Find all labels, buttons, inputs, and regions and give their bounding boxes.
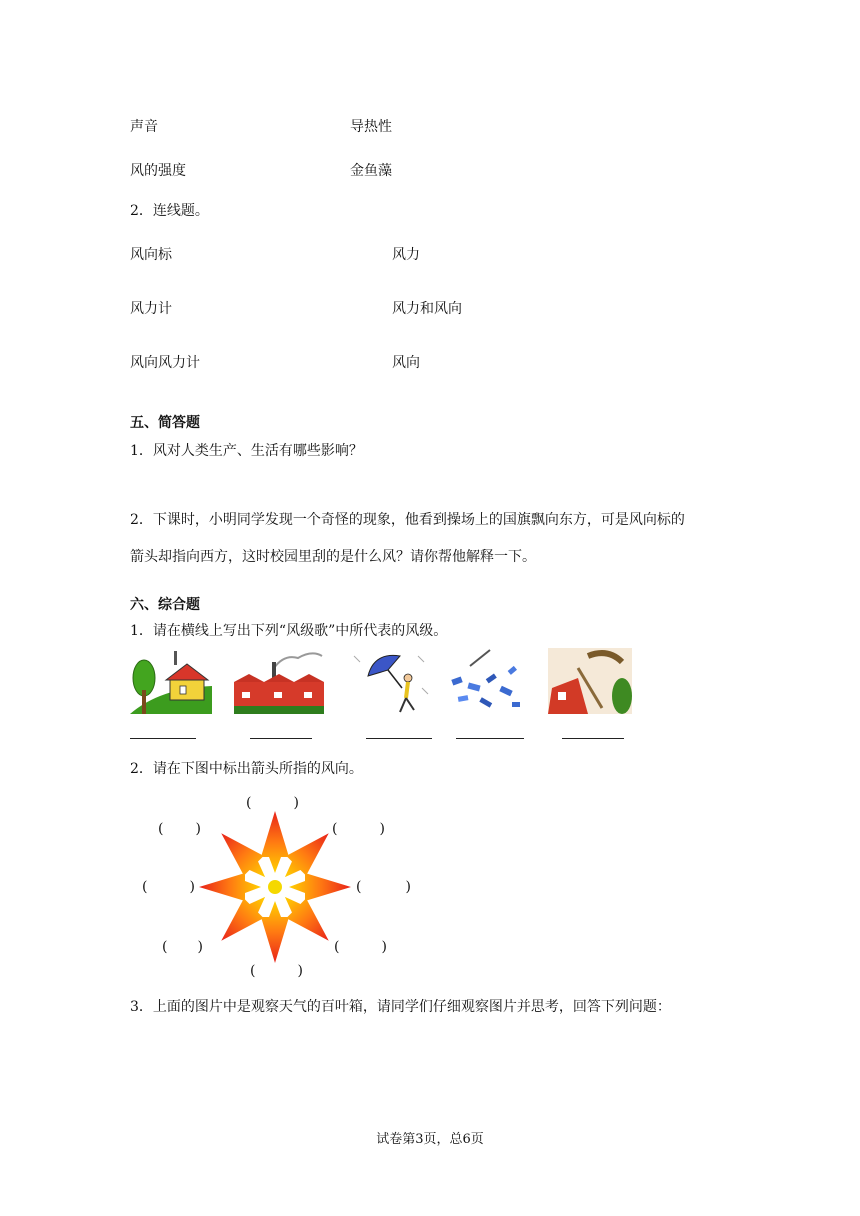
arrow-north-icon (261, 811, 289, 873)
connect-left-2: 风力计 (130, 301, 172, 317)
page-footer: 试卷第3页，总6页 (376, 1132, 484, 1147)
flying-debris-picture (450, 648, 526, 714)
umbrella-person-picture (348, 648, 432, 714)
arrow-south-icon (261, 901, 289, 963)
paren-pair-southeast: ( ) (334, 939, 387, 955)
arrow-west-icon (199, 873, 261, 901)
connect-right-2: 风力和风向 (392, 301, 462, 317)
question-text: 箭头却指向西方，这时校园里刮的是什么风？请你帮他解释一下。 (130, 549, 536, 565)
match-item-right-2: 金鱼藻 (350, 163, 392, 179)
answer-blank[interactable] (366, 738, 432, 739)
match-item-right-1: 导热性 (350, 119, 392, 135)
paren-pair-south: ( ) (250, 963, 303, 979)
paren-pair-southwest: ( ) (162, 939, 203, 955)
connect-right-3: 风向 (392, 355, 420, 371)
factory-smoke-picture (234, 648, 324, 714)
question-text: 1．请在横线上写出下列“风级歌”中所代表的风级。 (130, 623, 448, 639)
answer-blank[interactable] (130, 738, 196, 739)
paren-pair-west: ( ) (142, 879, 195, 895)
paren-pair-northeast: ( ) (332, 821, 385, 837)
question-text: 3．上面的图片中是观察天气的百叶箱，请同学们仔细观察图片并思考，回答下列问题： (130, 999, 671, 1015)
house-tree-picture (130, 648, 212, 714)
paren-pair-north: ( ) (246, 795, 299, 811)
question-text: 1．风对人类生产、生活有哪些影响？ (130, 443, 363, 459)
falling-tree-picture (548, 648, 632, 714)
match-item-left-2: 风的强度 (130, 163, 186, 179)
paren-pair-northwest: ( ) (158, 821, 201, 837)
center-sun-icon (268, 880, 282, 894)
connect-right-1: 风力 (392, 247, 420, 263)
arrow-east-icon (289, 873, 351, 901)
connect-left-3: 风向风力计 (130, 355, 200, 371)
question-text: 2．请在下图中标出箭头所指的风向。 (130, 761, 363, 777)
match-item-left-1: 声音 (130, 119, 158, 135)
section-heading: 五、简答题 (130, 415, 200, 431)
question-text: 2．下课时，小明同学发现一个奇怪的现象，他看到操场上的国旗飘向东方，可是风向标的 (130, 512, 685, 528)
question-title: 2．连线题。 (130, 203, 209, 219)
section-heading: 六、综合题 (130, 597, 200, 613)
answer-blank[interactable] (562, 738, 624, 739)
paren-pair-east: ( ) (356, 879, 411, 895)
connect-left-1: 风向标 (130, 247, 172, 263)
answer-blank[interactable] (250, 738, 312, 739)
answer-blank[interactable] (456, 738, 524, 739)
